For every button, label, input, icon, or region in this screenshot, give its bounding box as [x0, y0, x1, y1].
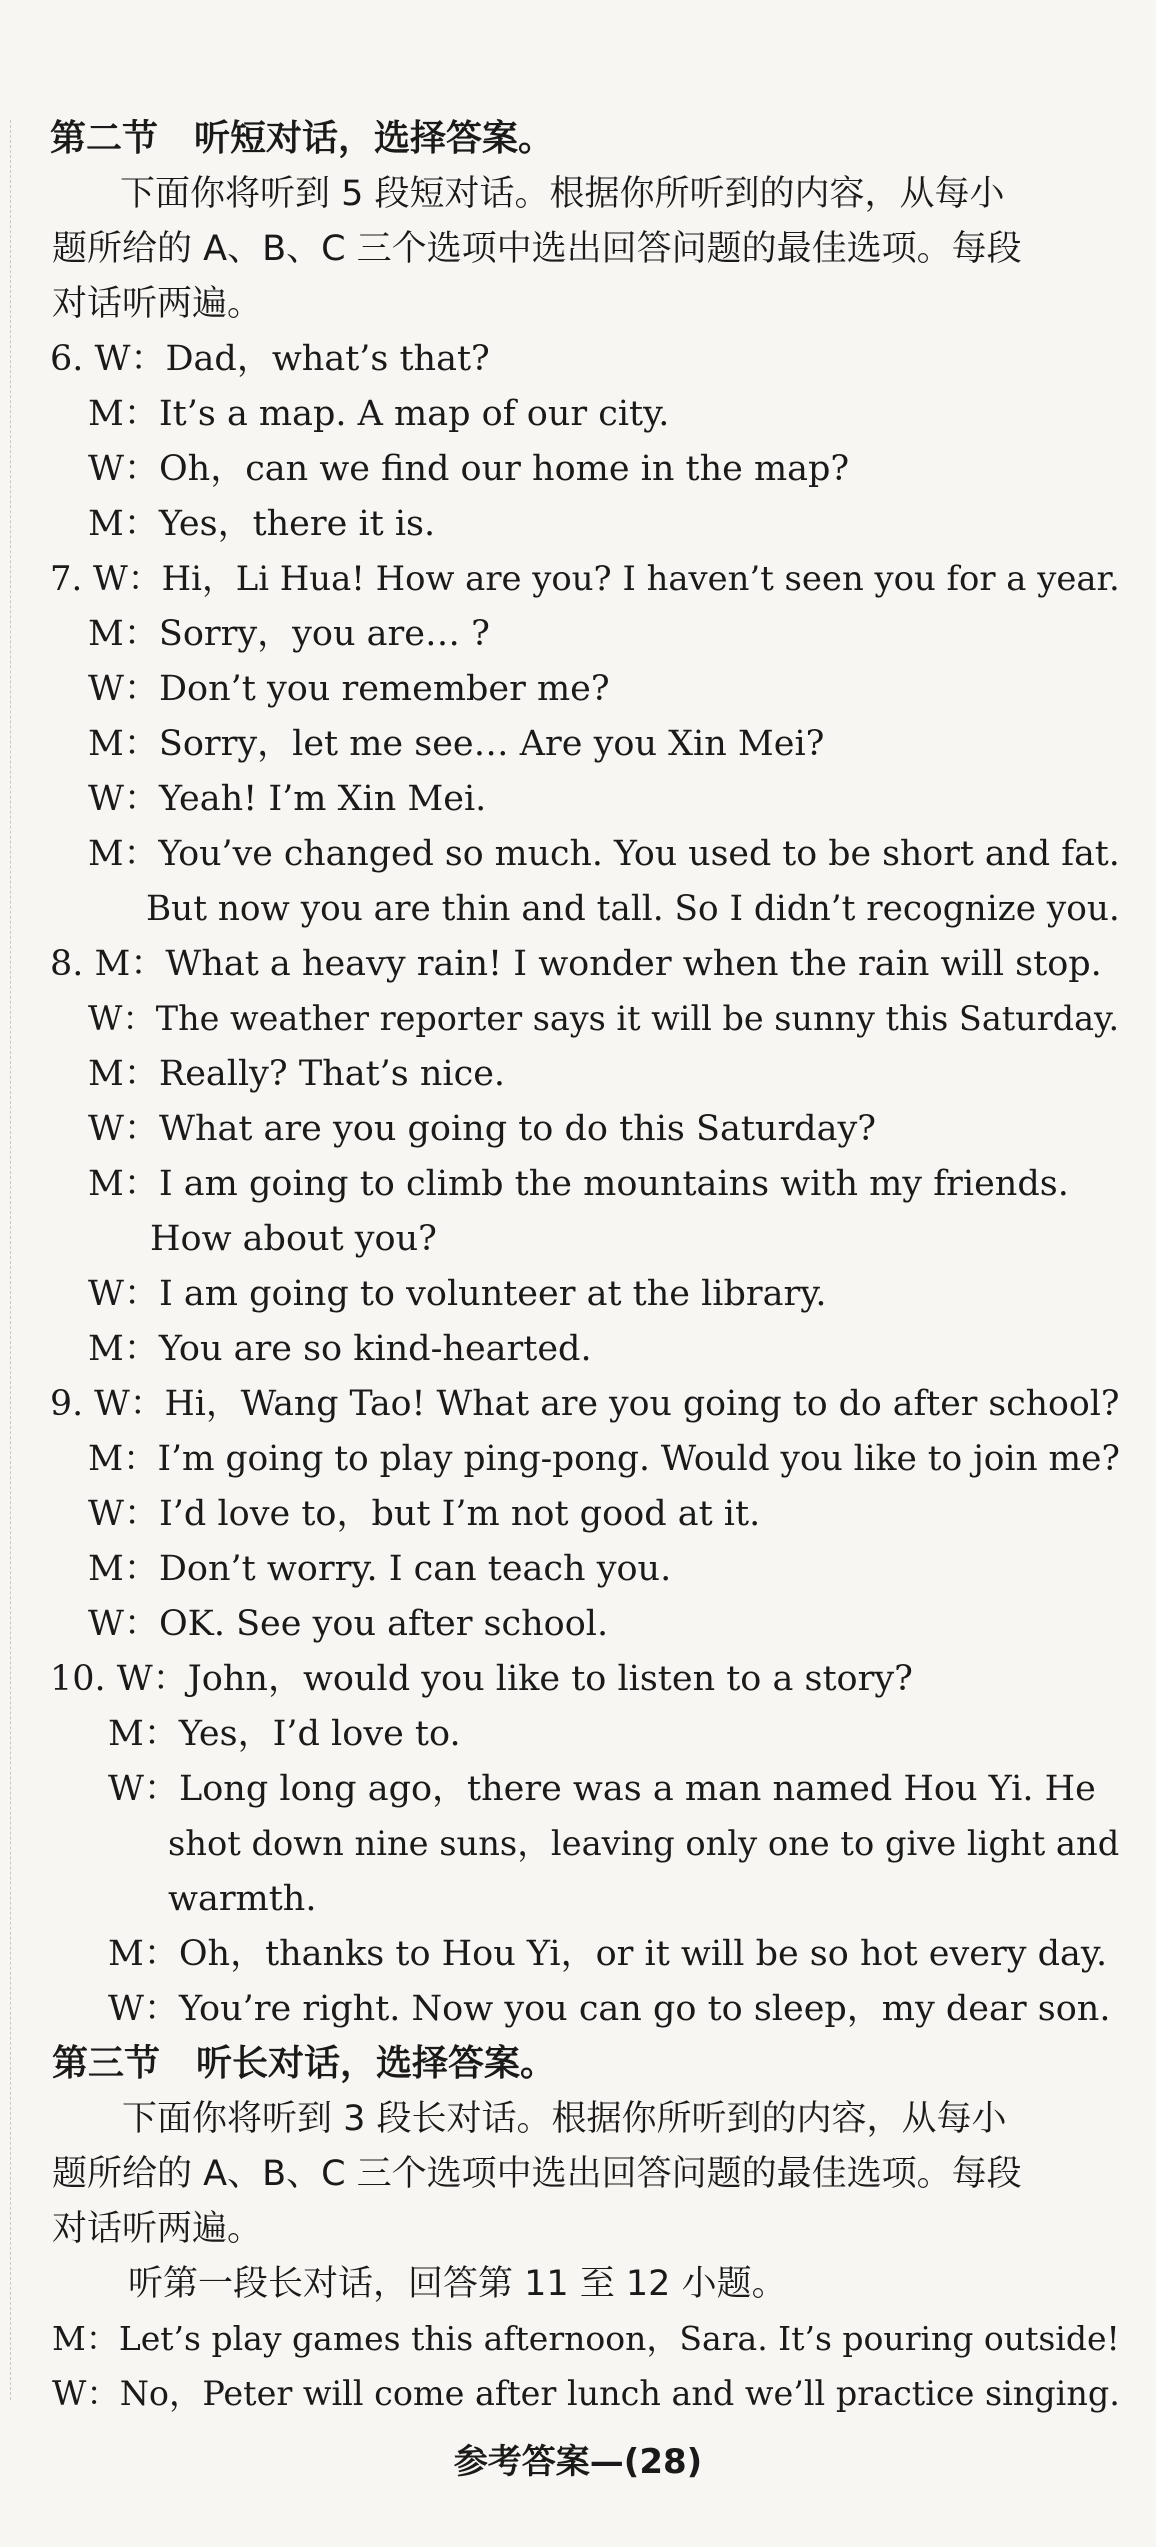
instruction-line: 题所给的 A、B、C 三个选项中选出回答问题的最佳选项。每段 [52, 229, 1022, 269]
page-footer: 参考答案—(28) [453, 2442, 703, 2482]
dialogue-line: W：You’re right. Now you can go to sleep，my dear son. [108, 1989, 1111, 2029]
instruction-line: 下面你将听到 5 段短对话。根据你所听到的内容，从每小 [120, 174, 1005, 214]
dialogue-line: M：Really? That’s nice. [88, 1054, 506, 1094]
instruction-line: 题所给的 A、B、C 三个选项中选出回答问题的最佳选项。每段 [52, 2154, 1022, 2194]
instruction-line: 对话听两遍。 [52, 284, 263, 324]
dialogue-line: W：The weather reporter says it will be sunny this Saturday. [88, 999, 1120, 1038]
dialogue-line: W：I am going to volunteer at the library. [88, 1274, 827, 1314]
dialogue-line: 6. W：Dad，what’s that? [50, 339, 490, 379]
margin-line [10, 120, 11, 2400]
dialogue-line: W：Don’t you remember me? [88, 669, 610, 709]
dialogue-line: W：Yeah! I’m Xin Mei. [88, 779, 487, 819]
dialogue-line: M：You’ve changed so much. You used to be short and fat. [88, 834, 1120, 874]
dialogue-line: M：It’s a map. A map of our city. [88, 394, 670, 434]
dialogue-line: W：OK. See you after school. [88, 1604, 609, 1644]
dialogue-line: W：Long long ago，there was a man named Hou Yi. He [108, 1769, 1096, 1809]
dialogue-line: M：I am going to climb the mountains with my friends. [88, 1164, 1069, 1204]
dialogue-line: W：No，Peter will come after lunch and we’ll practice singing. [52, 2374, 1120, 2413]
dialogue-line: M：Don’t worry. I can teach you. [88, 1549, 672, 1589]
dialogue-line: shot down nine suns，leaving only one to give light and [168, 1824, 1120, 1863]
dialogue-line: W：Oh，can we find our home in the map? [88, 449, 850, 489]
dialogue-line: But now you are thin and tall. So I didn’t recognize you. [146, 889, 1120, 929]
dialogue-line: M：Let’s play games this afternoon，Sara. It’s pouring outside! [52, 2319, 1120, 2358]
dialogue-line: 10. W：John，would you like to listen to a story? [50, 1659, 913, 1699]
dialogue-line: 9. W：Hi，Wang Tao! What are you going to do after school? [50, 1384, 1120, 1424]
dialogue-line: How about you? [150, 1219, 437, 1259]
dialogue-line: M：I’m going to play ping-pong. Would you like to join me? [88, 1439, 1120, 1479]
dialogue-line: warmth. [168, 1879, 317, 1919]
section-heading: 第二节 听短对话，选择答案。 [50, 118, 555, 159]
dialogue-line: W：I’d love to，but I’m not good at it. [88, 1494, 761, 1534]
dialogue-line: M：You are so kind-hearted. [88, 1329, 592, 1369]
dialogue-line: M：Oh，thanks to Hou Yi，or it will be so hot every day. [108, 1934, 1108, 1974]
dialogue-line: W：What are you going to do this Saturday? [88, 1109, 876, 1149]
instruction-line: 下面你将听到 3 段长对话。根据你所听到的内容，从每小 [122, 2099, 1007, 2139]
sub-instruction: 听第一段长对话，回答第 11 至 12 小题。 [128, 2264, 787, 2304]
dialogue-line: M：Yes，I’d love to. [108, 1714, 461, 1754]
instruction-line: 对话听两遍。 [52, 2209, 263, 2249]
section-heading: 第三节 听长对话，选择答案。 [52, 2043, 557, 2084]
dialogue-line: M：Sorry，let me see… Are you Xin Mei? [88, 724, 825, 764]
dialogue-line: M：Sorry，you are… ? [88, 614, 490, 654]
dialogue-line: M：Yes，there it is. [88, 504, 436, 544]
dialogue-line: 7. W：Hi，Li Hua! How are you? I haven’t seen you for a year. [50, 559, 1120, 598]
dialogue-line: 8. M：What a heavy rain! I wonder when the rain will stop. [50, 944, 1102, 984]
